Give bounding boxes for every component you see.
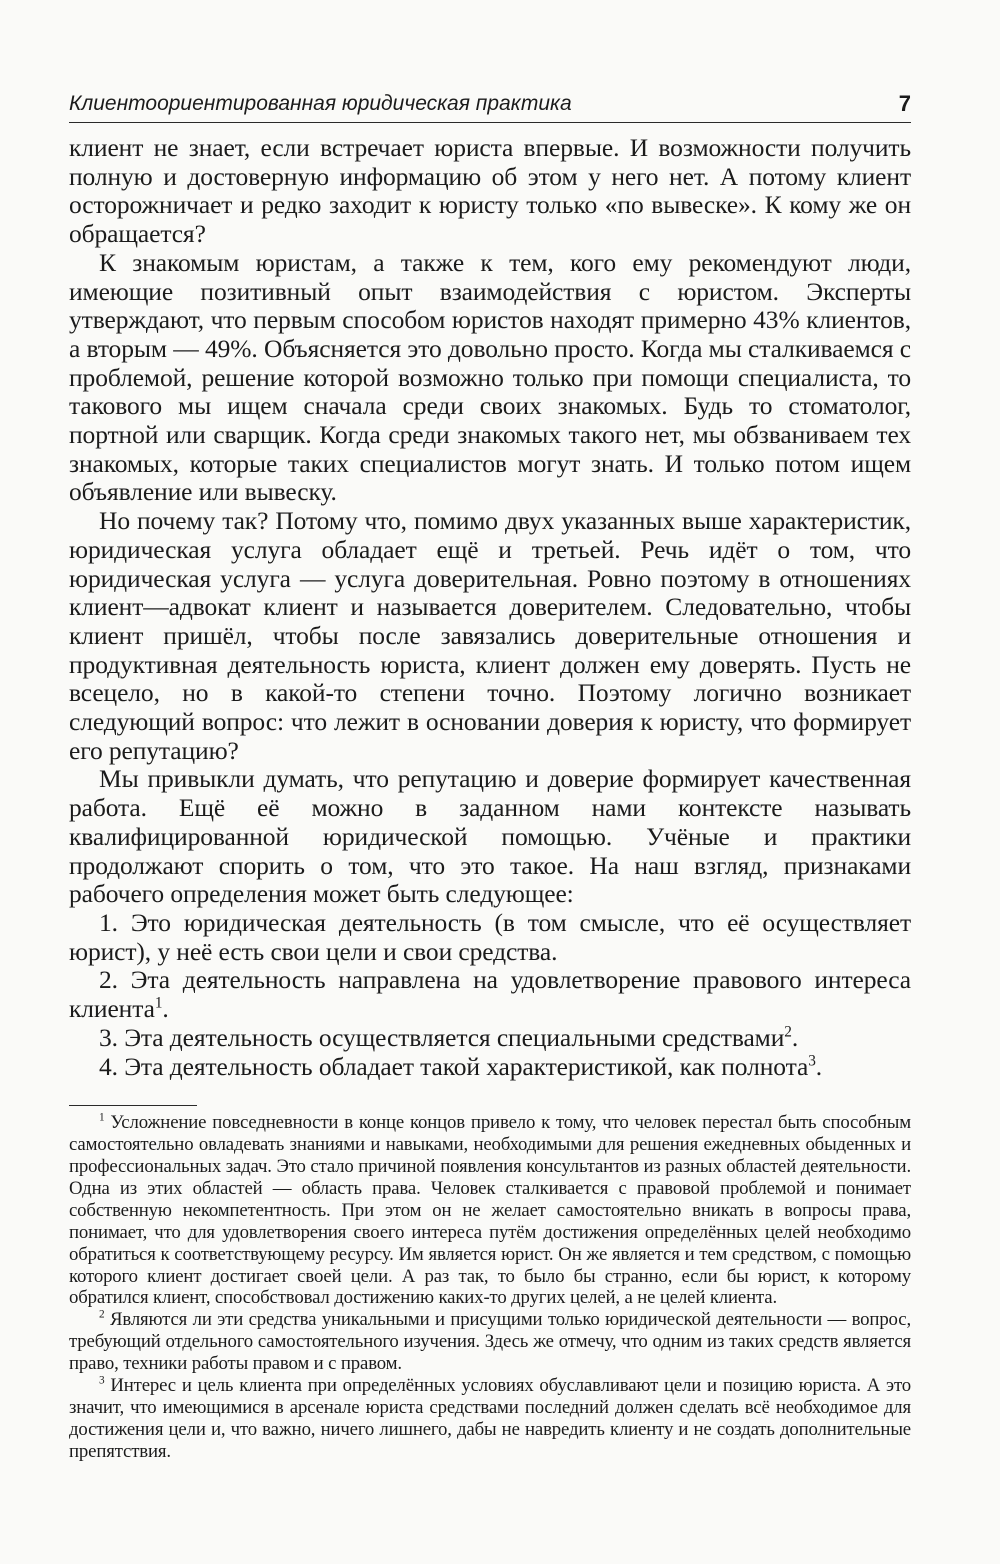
page-number: 7 <box>898 91 911 116</box>
footnote-3 <box>69 1375 911 1463</box>
footnote-number: 3 <box>99 1374 105 1387</box>
footnote-ref[interactable]: 3 <box>808 1052 816 1069</box>
footnote-text: Интерес и цель клиента при определённых условиях обуславливают цели и позицию юриста. А это значит, что имеющимися в арсенале юриста средствами последний должен сделать всё необходимое для достижения цели и, что важно, ничего лишнего, дабы не навредить клиенту и не создать дополнительные препятствия. <box>69 1375 912 1462</box>
footnote-divider <box>69 1105 197 1106</box>
footnote-ref[interactable]: 1 <box>154 994 163 1012</box>
paragraph-3: Но почему так? Потому что, помимо двух указанных выше характеристик, юридическая услуга обладает ещё и третьей. Речь идёт о том, что юридическая услуга — услуга доверительная. Ровно поэтому в отношениях клиент—адвокат клиент и называется доверителем. Следовательно, чтобы клиент пришёл, чтобы после завязались доверительные отношения и продуктивная деятельность юриста, клиент должен ему доверять. Пусть не всецело, но в какой-то степени точно. Поэтому логично возникает следующий вопрос: что лежит в основании доверия к юристу, что формирует его репутацию? <box>69 506 911 765</box>
running-head <box>69 88 911 123</box>
list-item-2: 2. Эта деятельность направлена на удовлетворение правового интереса клиента$^1$. <box>69 965 911 1024</box>
list-item-3: 3. Эта деятельность осуществляется специальными средствами$^2$. <box>99 1022 799 1052</box>
paragraph-1: клиент не знает, если встречает юриста впервые. И возможности получить полную и достоверную информацию об этом у него нет. А потому клиент осторожничает и редко заходит к юристу только «по вывеске». К кому же он обращается? <box>69 133 911 249</box>
footnote-number: 1 <box>99 1111 105 1124</box>
list-item-text: 2. Эта деятельность направлена на удовлетворение правового интереса клиента <box>69 965 911 1024</box>
footnote-text: Усложнение повседневности в конце концов привело к тому, что человек перестал быть способным самостоятельно овладевать знаниями и навыками, необходимыми для решения ежедневных обыденных и профессиональных задач. Это стало причиной появления консультантов из разных областей деятельности. Одна из этих областей — область права. Человек сталкивается с правовой проблемой и понимает собственную некомпетентность. При этом он не желает самостоятельно вникать в вопросы права, понимает, что для удовлетворения своего интереса путём достижения определённых целей необходимо обратиться к соответствующему ресурсу. Им является юрист. Он же является и тем средством, с помощью которого клиент достигает своей цели. А раз так, то было бы странно, если бы юрист, к которому обратился клиент, способствовал достижению каких-то других целей, а не целей клиента. <box>69 1112 911 1309</box>
list-item-1 <box>69 909 911 966</box>
footnote-1 <box>69 1112 911 1309</box>
footnote-ref[interactable]: 2 <box>784 1023 792 1041</box>
paragraph-4: Мы привыкли думать, что репутацию и доверие формирует качественная работа. Ещё её можно в заданном нами контексте называть квалифицированной юридической помощью. Учёные и практики продолжают спорить о том, что это такое. На наш взгляд, признаками рабочего определения может быть следующее: <box>69 764 911 909</box>
footnote-2 <box>69 1309 911 1375</box>
list-item-text: 4. Эта деятельность обладает такой характеристикой, как полнота <box>99 1051 809 1081</box>
list-item-text: 3. Эта деятельность осуществляется специальными средствами <box>99 1022 785 1052</box>
footnotes <box>69 1112 911 1463</box>
running-title: Клиентоориентированная юридическая практика <box>69 92 572 115</box>
footnote-number: 2 <box>99 1309 105 1322</box>
list-item-text: 1. Это юридическая деятельность (в том смысле, что её осуществляет юрист), у неё есть свои цели и свои средства. <box>69 907 911 966</box>
paragraph-2: К знакомым юристам, а также к тем, кого ему рекомендуют люди, имеющие позитивный опыт взаимодействия с юристом. Эксперты утверждают, что первым способом юристов находят примерно 43% клиентов, а вторым — 49%. Объясняется это довольно просто. Когда мы сталкиваемся с проблемой, решение которой возможно только при помощи специалиста, то такового мы ищем сначала среди своих знакомых. Будь то стоматолог, портной или сварщик. Когда среди знакомых такого нет, мы обзваниваем тех знакомых, которые таких специалистов могут знать. И только потом ищем объявление или вывеску. <box>69 247 911 507</box>
list-item-4: 4. Эта деятельность обладает такой характеристикой, как полнота$^3$. <box>99 1051 823 1081</box>
footnote-text: Являются ли эти средства уникальными и присущими только юридической деятельности — вопрос, требующий отдельного самостоятельного изучения. Здесь же отмечу, что одним из таких средств является право, техники работы правом и с правом. <box>69 1309 911 1375</box>
book-page <box>69 88 911 1463</box>
body-text <box>69 134 911 1081</box>
